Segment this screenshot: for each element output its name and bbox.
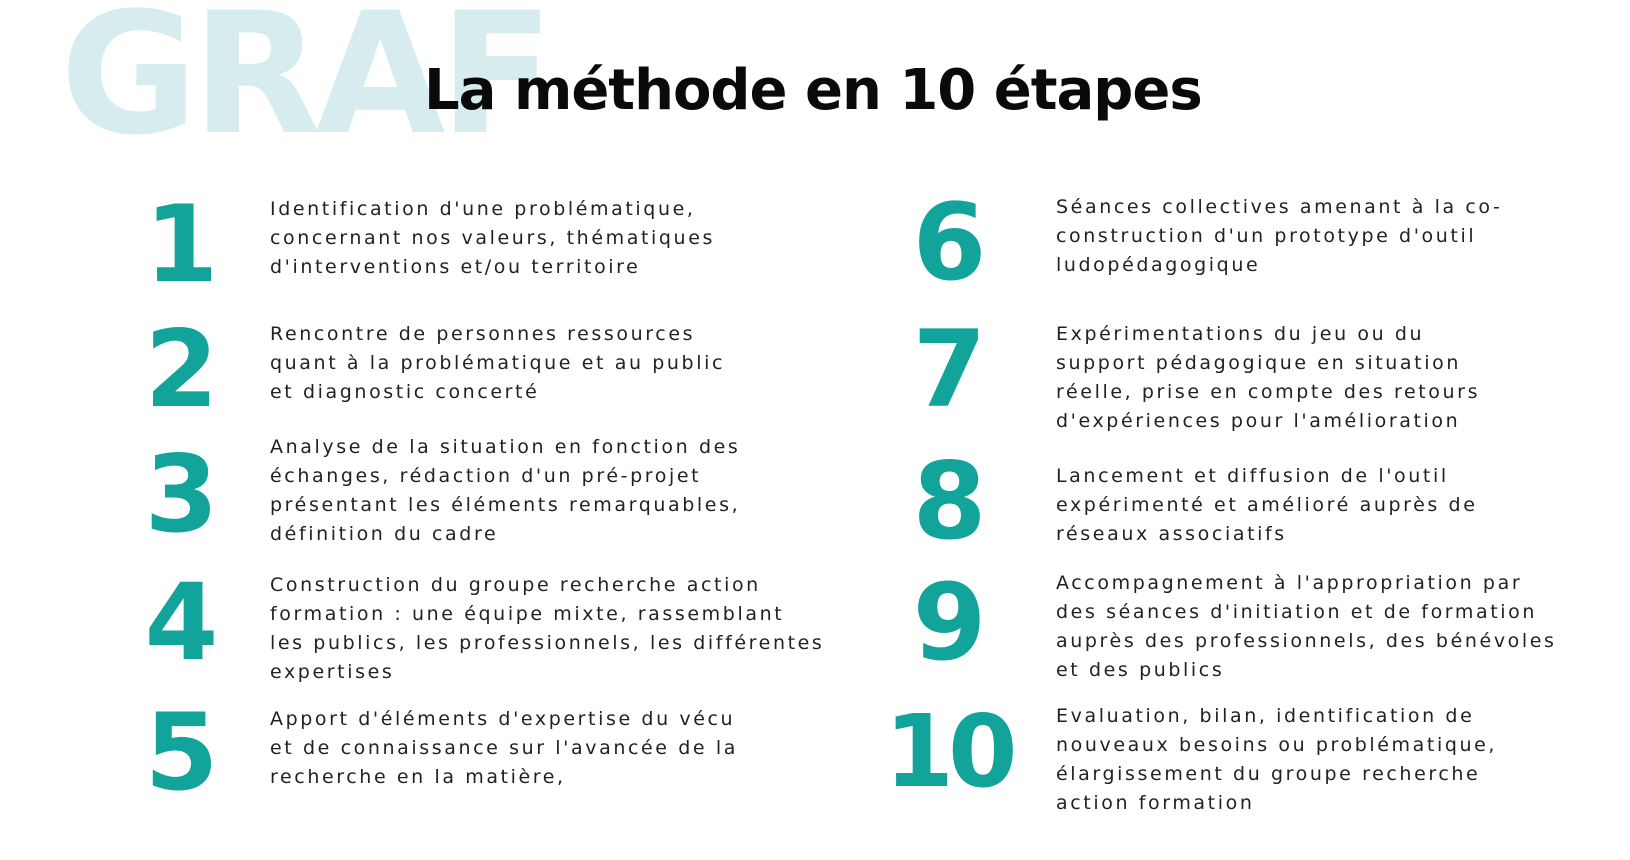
step-description: Rencontre de personnes ressources quant à la problématique et au public et diagnostic concerté bbox=[270, 323, 726, 403]
step-description: Séances collectives amenant à la co- construction d'un prototype d'outil ludopédagogique bbox=[1056, 196, 1503, 276]
step-number: 2 bbox=[144, 308, 216, 431]
step-description: Analyse de la situation en fonction des échanges, rédaction d'un pré-projet présentant les éléments remarquables, définition du cadre bbox=[270, 436, 741, 545]
step-number: 1 bbox=[144, 183, 216, 306]
step-description: Expérimentations du jeu ou du support pédagogique en situation réelle, prise en compte des retours d'expériences pour l'amélioration bbox=[1056, 323, 1481, 432]
page-title: La méthode en 10 étapes bbox=[424, 58, 1202, 123]
step-number: 10 bbox=[884, 693, 1012, 810]
step-number: 9 bbox=[912, 561, 984, 684]
step-description: Identification d'une problématique, concernant nos valeurs, thématiques d'interventions et/ou territoire bbox=[270, 198, 715, 278]
step-description: Construction du groupe recherche action formation : une équipe mixte, rassemblant les publics, les professionnels, les différentes expertises bbox=[270, 574, 825, 683]
step-number: 4 bbox=[144, 561, 216, 684]
step-number: 5 bbox=[144, 691, 216, 814]
step-number: 7 bbox=[912, 308, 984, 431]
step-description: Evaluation, bilan, identification de nouveaux besoins ou problématique, élargissement du groupe recherche action formation bbox=[1056, 705, 1498, 814]
step-number: 6 bbox=[912, 181, 984, 304]
step-number: 3 bbox=[144, 433, 216, 556]
step-description: Lancement et diffusion de l'outil expérimenté et amélioré auprès de réseaux associatifs bbox=[1056, 465, 1478, 545]
step-description: Accompagnement à l'appropriation par des séances d'initiation et de formation auprès des professionnels, des bénévoles et des publics bbox=[1056, 572, 1557, 681]
step-number: 8 bbox=[912, 440, 984, 563]
graf-watermark: GRAF bbox=[60, 0, 549, 172]
step-description: Apport d'éléments d'expertise du vécu et de connaissance sur l'avancée de la recherche en la matière, bbox=[270, 708, 738, 788]
